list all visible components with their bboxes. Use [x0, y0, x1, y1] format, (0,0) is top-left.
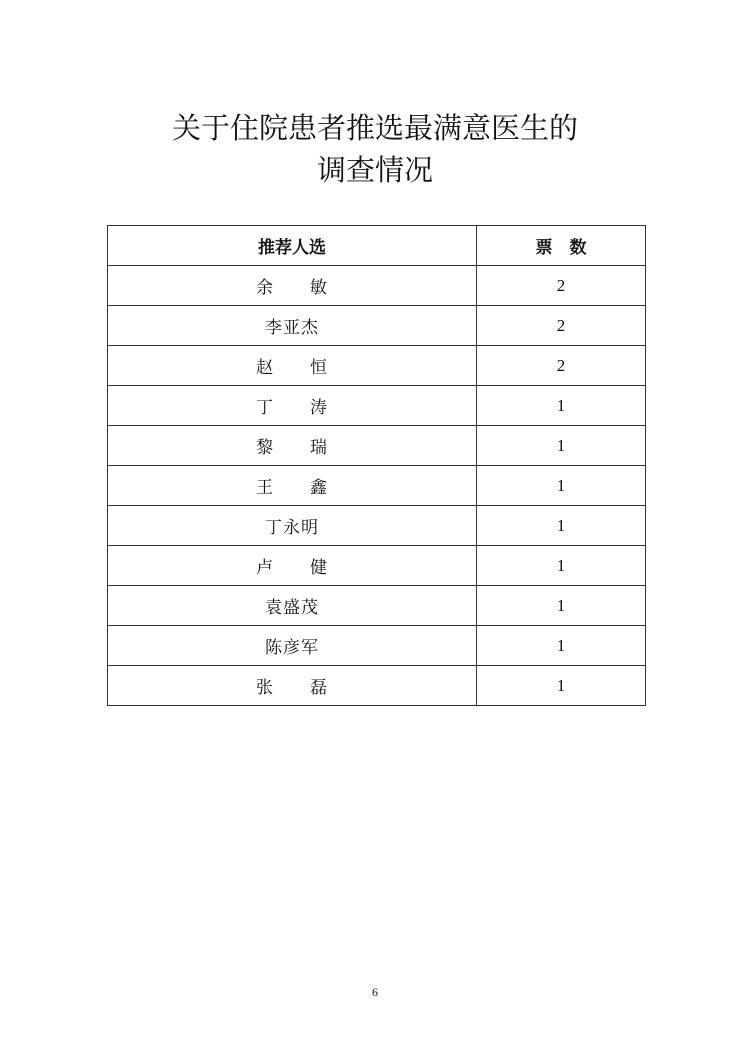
vote-count: 1: [477, 546, 646, 586]
table-header-row: [108, 226, 646, 266]
vote-count: 2: [477, 266, 646, 306]
candidate-name: 袁盛茂: [108, 586, 477, 626]
candidate-name: 赵 恒: [108, 346, 477, 386]
table-row: [108, 466, 646, 506]
header-candidate: 推荐人选: [108, 226, 477, 266]
page-number: 6: [372, 985, 378, 999]
table-row: [108, 586, 646, 626]
table-row: [108, 306, 646, 346]
vote-count: 1: [477, 586, 646, 626]
votes-table: [107, 225, 646, 706]
vote-count: 2: [477, 306, 646, 346]
vote-count: 1: [477, 626, 646, 666]
table-row: [108, 266, 646, 306]
table-row: [108, 386, 646, 426]
table-row: [108, 426, 646, 466]
table-row: [108, 546, 646, 586]
table-row: [108, 666, 646, 706]
candidate-name: 王 鑫: [108, 466, 477, 506]
vote-count: 1: [477, 466, 646, 506]
candidate-name: 丁 涛: [108, 386, 477, 426]
candidate-name: 陈彦军: [108, 626, 477, 666]
candidate-name: 丁永明: [108, 506, 477, 546]
candidate-name: 李亚杰: [108, 306, 477, 346]
candidate-name: 余 敏: [108, 266, 477, 306]
candidate-name: 张 磊: [108, 666, 477, 706]
header-votes: 票 数: [477, 226, 646, 266]
vote-count: 1: [477, 386, 646, 426]
document-title-line-2: 调查情况: [316, 153, 433, 187]
candidate-name: 卢 健: [108, 546, 477, 586]
vote-count: 2: [477, 346, 646, 386]
vote-count: 1: [477, 666, 646, 706]
vote-count: 1: [477, 426, 646, 466]
document-title-line-1: 关于住院患者推选最满意医生的: [171, 111, 578, 145]
table-row: [108, 346, 646, 386]
table-row: [108, 626, 646, 666]
table-row: [108, 506, 646, 546]
candidate-name: 黎 瑞: [108, 426, 477, 466]
vote-count: 1: [477, 506, 646, 546]
